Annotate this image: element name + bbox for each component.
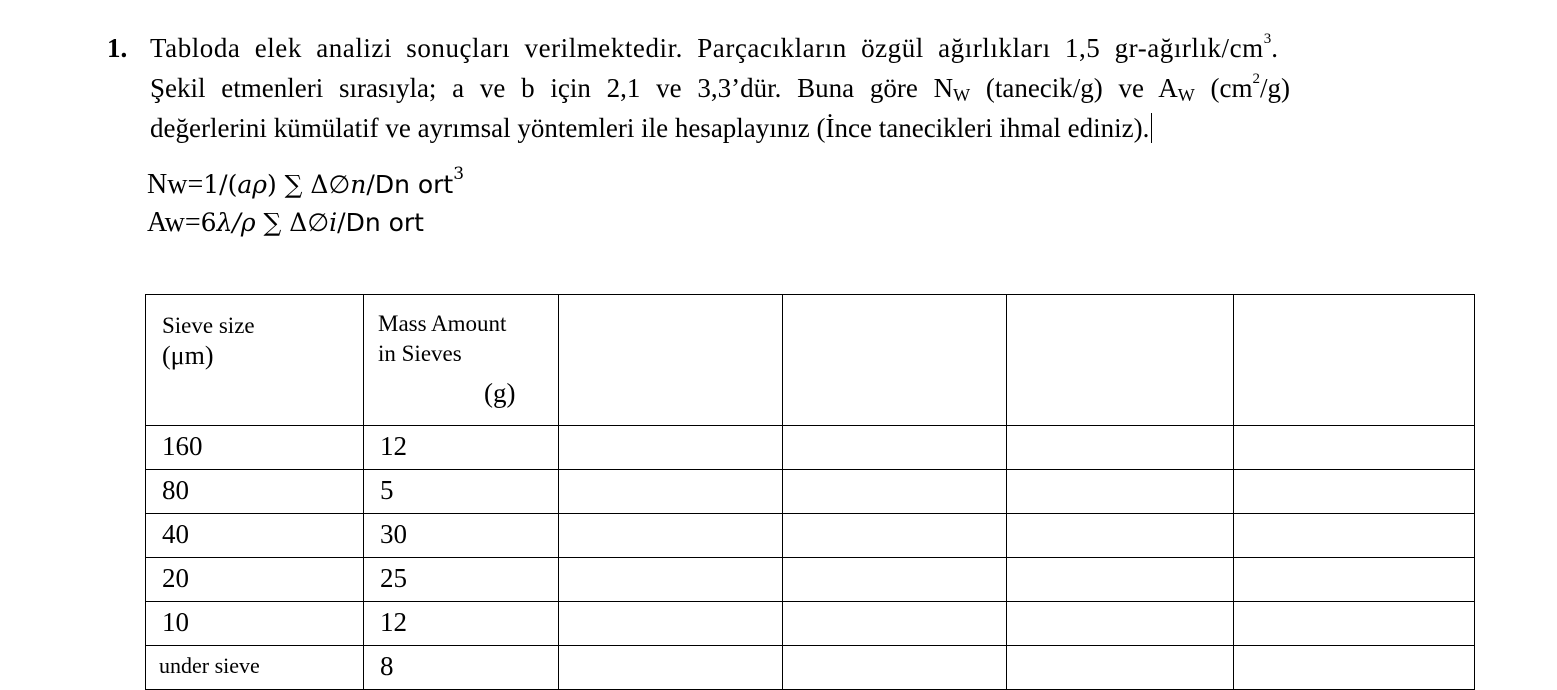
header-mass-label-2: in Sieves bbox=[378, 341, 462, 366]
nw-subscript: W bbox=[953, 85, 971, 105]
question-text bbox=[107, 28, 1477, 148]
sieve-size-cell: 10 bbox=[146, 602, 364, 646]
empty-cell bbox=[1007, 295, 1234, 426]
empty-cell bbox=[1234, 602, 1475, 646]
empty-cell bbox=[1007, 470, 1234, 514]
formula-nw-exponent: 3 bbox=[453, 164, 465, 184]
formula-nw bbox=[147, 164, 465, 202]
formula-aw-i: i bbox=[329, 208, 338, 237]
formula-nw-lhs: Nw= bbox=[147, 169, 204, 200]
formula-nw-sum: ) ∑ Δ∅ bbox=[266, 170, 351, 199]
empty-cell bbox=[1007, 558, 1234, 602]
empty-cell bbox=[783, 558, 1007, 602]
question-line-1 bbox=[107, 28, 1477, 68]
empty-cell bbox=[783, 602, 1007, 646]
empty-cell bbox=[1234, 470, 1475, 514]
empty-cell bbox=[559, 295, 783, 426]
table-row bbox=[146, 602, 1475, 646]
formula-nw-a-rho: aρ bbox=[237, 170, 267, 199]
empty-cell bbox=[559, 470, 783, 514]
table-row bbox=[146, 514, 1475, 558]
empty-cell bbox=[1007, 646, 1234, 690]
header-sieve-size-label: Sieve size bbox=[162, 313, 255, 338]
sieve-size-cell: under sieve bbox=[146, 646, 364, 690]
text-cursor bbox=[1151, 113, 1152, 143]
mass-cell: 12 bbox=[364, 602, 559, 646]
empty-cell bbox=[1007, 426, 1234, 470]
empty-cell bbox=[1007, 514, 1234, 558]
sieve-size-cell: 40 bbox=[146, 514, 364, 558]
question-line-3-text: değerlerini kümülatif ve ayrımsal yöntemleri ile hesaplayınız (İnce tanecikleri ihmal ediniz). bbox=[150, 113, 1150, 143]
empty-cell bbox=[559, 426, 783, 470]
table-row bbox=[146, 470, 1475, 514]
table-row bbox=[146, 426, 1475, 470]
question-line-2b: (tanecik/g) ve A bbox=[970, 73, 1178, 103]
sieve-size-cell: 20 bbox=[146, 558, 364, 602]
header-mass-unit: (g) bbox=[484, 378, 516, 408]
table-header-row bbox=[146, 295, 1475, 426]
table-row bbox=[146, 558, 1475, 602]
header-sieve-size-unit: (μm) bbox=[162, 341, 214, 370]
question-number: 1. bbox=[107, 33, 128, 63]
formula-nw-one: 1/( bbox=[203, 170, 238, 199]
empty-cell bbox=[1007, 602, 1234, 646]
empty-cell bbox=[1234, 646, 1475, 690]
mass-cell: 25 bbox=[364, 558, 559, 602]
mass-cell: 30 bbox=[364, 514, 559, 558]
table-row bbox=[146, 646, 1475, 690]
header-mass-label-1: Mass Amount bbox=[378, 311, 507, 336]
period: . bbox=[1271, 33, 1278, 63]
formula-aw-sum: ∑ Δ∅ bbox=[255, 208, 330, 237]
empty-cell bbox=[783, 646, 1007, 690]
empty-cell bbox=[559, 602, 783, 646]
sieve-size-cell: 160 bbox=[146, 426, 364, 470]
cm2-superscript: 2 bbox=[1252, 71, 1261, 87]
empty-cell bbox=[1234, 514, 1475, 558]
formula-aw-six: 6 bbox=[200, 208, 217, 237]
header-mass-amount bbox=[364, 295, 559, 426]
empty-cell bbox=[783, 295, 1007, 426]
header-sieve-size bbox=[146, 295, 364, 426]
question-line-2 bbox=[107, 68, 1477, 108]
empty-cell bbox=[1234, 295, 1475, 426]
formula-aw bbox=[147, 206, 424, 240]
mass-cell: 5 bbox=[364, 470, 559, 514]
empty-cell bbox=[559, 558, 783, 602]
formula-aw-slash: / bbox=[337, 208, 346, 237]
mass-cell: 12 bbox=[364, 426, 559, 470]
question-line-2c: (cm bbox=[1194, 73, 1253, 103]
empty-cell bbox=[783, 470, 1007, 514]
empty-cell bbox=[1234, 426, 1475, 470]
sieve-analysis-table bbox=[145, 294, 1475, 690]
empty-cell bbox=[559, 514, 783, 558]
aw-subscript: W bbox=[1177, 85, 1195, 105]
empty-cell bbox=[1234, 558, 1475, 602]
formula-nw-dn-ort: Dn ort bbox=[374, 170, 454, 199]
empty-cell bbox=[783, 426, 1007, 470]
question-line-3 bbox=[107, 108, 1477, 148]
question-line-2a: Şekil etmenleri sırasıyla; a ve b için 2,1 ve 3,3’dür. Buna göre N bbox=[150, 73, 954, 103]
formula-aw-dn-ort: Dn ort bbox=[345, 208, 424, 237]
formula-aw-lhs: Aw= bbox=[147, 207, 201, 238]
question-line-2d: /g) bbox=[1260, 73, 1291, 103]
cm3-superscript: 3 bbox=[1263, 31, 1272, 47]
empty-cell bbox=[559, 646, 783, 690]
formula-nw-slash: / bbox=[366, 170, 375, 199]
mass-cell: 8 bbox=[364, 646, 559, 690]
empty-cell bbox=[783, 514, 1007, 558]
formula-nw-n: n bbox=[350, 170, 367, 199]
sieve-size-cell: 80 bbox=[146, 470, 364, 514]
question-line-1-text: Tabloda elek analizi sonuçları verilmektedir. Parçacıkların özgül ağırlıkları 1,5 gr-ağırlık/cm bbox=[150, 33, 1264, 63]
formula-aw-lambda-rho: λ/ρ bbox=[216, 208, 256, 237]
